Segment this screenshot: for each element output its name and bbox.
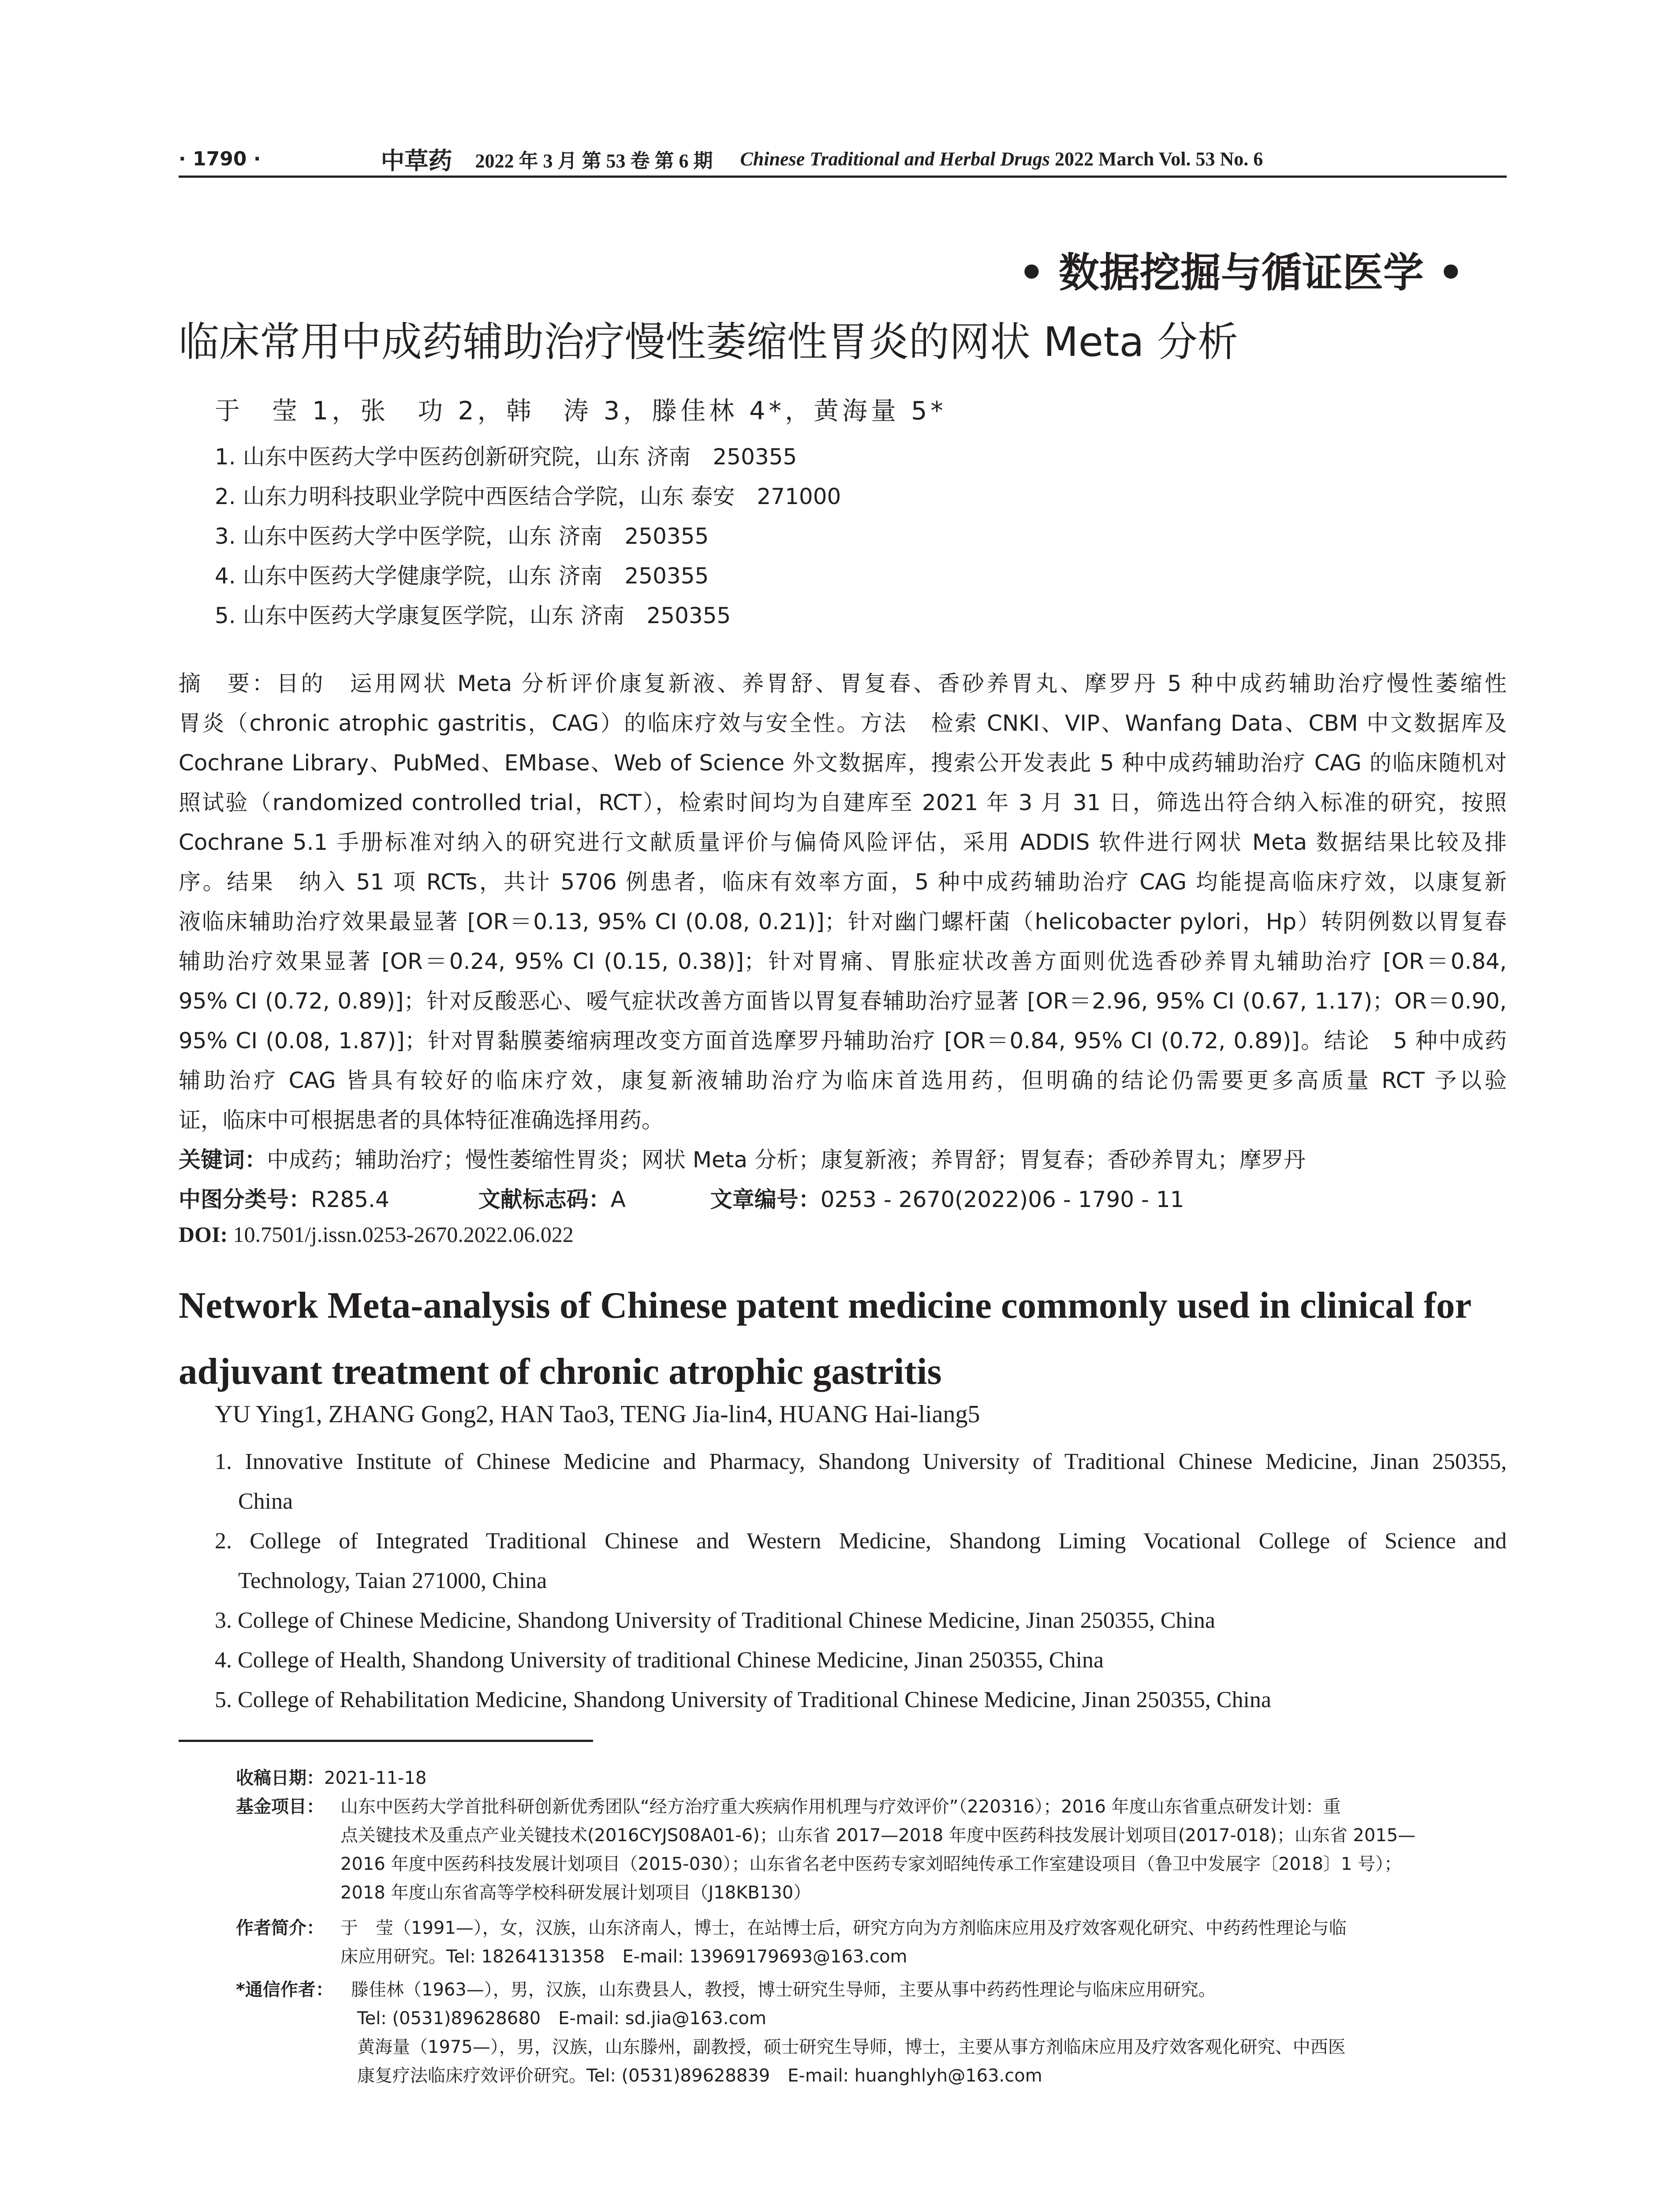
abstract-line: 液临床辅助治疗效果最显著 [OR＝0.13, 95% CI (0.08, 0.21)]；针对幽门螺杆菌（helicobacter pylori，Hp）转阴例数以胃复春 (179, 909, 1507, 934)
authors-cn: 于 莹 1，张 功 2，韩 涛 3，滕佳林 4*，黄海量 5* (215, 396, 947, 426)
affiliation-cn-1: 1. 山东中医药大学中医药创新研究院，山东 济南 250355 (215, 444, 797, 470)
authors-en: YU Ying1, ZHANG Gong2, HAN Tao3, TENG Jia-lin4, HUANG Hai-liang5 (215, 1401, 980, 1428)
doc-code-label: 文献标志码： (478, 1187, 611, 1212)
issue-en: 2022 March Vol. 53 No. 6 (1055, 148, 1263, 170)
affiliation-cn-3: 3. 山东中医药大学中医学院，山东 济南 250355 (215, 523, 709, 549)
article-no-label: 文章编号： (710, 1187, 821, 1212)
running-header (179, 142, 1263, 176)
abstract-line: Cochrane 5.1 手册标准对纳入的研究进行文献质量评价与偏倚风险评估，采用 ADDIS 软件进行网状 Meta 数据结果比较及排 (179, 830, 1507, 855)
corresponding-label: *通信作者： (236, 1980, 333, 2000)
abstract-line: 摘 要：目的 运用网状 Meta 分析评价康复新液、养胃舒、胃复春、香砂养胃丸、摩罗丹 5 种中成药辅助治疗慢性萎缩性 (179, 671, 1507, 696)
received-date: 收稿日期：2021-11-18 (236, 1768, 427, 1788)
header-rule (179, 176, 1507, 178)
affiliation-en-2-cont: Technology, Taian 271000, China (238, 1568, 547, 1593)
classification (179, 1182, 1184, 1214)
class-value: R285.4 (311, 1187, 389, 1212)
journal-name-cn: 中草药 (381, 148, 452, 174)
issue-cn: 2022 年 3 月 第 53 卷 第 6 期 (475, 150, 713, 172)
corresponding-line: 康复疗法临床疗效评价研究。Tel: (0531)89628839 E-mail: huanghlyh@163.com (357, 2066, 1042, 2086)
column-heading: • 数据挖掘与循证医学 • (1019, 249, 1464, 296)
abstract-line: Cochrane Library、PubMed、EMbase、Web of Science 外文数据库，搜索公开发表此 5 种中成药辅助治疗 CAG 的临床随机对 (179, 750, 1507, 776)
corresponding-line: 滕佳林（1963—），男，汉族，山东费县人，教授，博士研究生导师，主要从事中药药性理论与临床应用研究。 (351, 1980, 1216, 2000)
doi (179, 1222, 574, 1247)
author-bio-line: 床应用研究。Tel: 18264131358 E-mail: 13969179693@163.com (340, 1947, 907, 1967)
keywords-label: 关键词： (179, 1147, 267, 1173)
affiliation-en-1-cont: China (238, 1489, 293, 1514)
keywords-text: 中成药；辅助治疗；慢性萎缩性胃炎；网状 Meta 分析；康复新液；养胃舒；胃复春；香砂养胃丸；摩罗丹 (267, 1147, 1306, 1173)
affiliation-en-3: 3. College of Chinese Medicine, Shandong University of Traditional Chinese Medicine, Jinan 250355, China (215, 1608, 1215, 1633)
fund-line: 2018 年度山东省高等学校科研发展计划项目（J18KB130） (340, 1883, 811, 1903)
corresponding-line: 黄海量（1975—），男，汉族，山东滕州，副教授，硕士研究生导师，博士，主要从事方剂临床应用及疗效客观化研究、中西医 (357, 2037, 1346, 2057)
abstract-line: 证，临床中可根据患者的具体特征准确选择用药。 (179, 1107, 664, 1133)
doi-label: DOI: (179, 1222, 228, 1247)
abstract-line: 95% CI (0.72, 0.89)]；针对反酸恶心、嗳气症状改善方面皆以胃复春辅助治疗显著 [OR＝2.96, 95% CI (0.67, 1.17)；OR＝0.90, (179, 988, 1507, 1014)
fund-label: 基金项目： (236, 1797, 324, 1817)
abstract-line: 辅助治疗效果显著 [OR＝0.24, 95% CI (0.15, 0.38)]；针对胃痛、胃胀症状改善方面则优选香砂养胃丸辅助治疗 [OR＝0.84, (179, 949, 1507, 974)
abstract-line: 序。结果 纳入 51 项 RCTs，共计 5706 例患者，临床有效率方面，5 种中成药辅助治疗 CAG 均能提高临床疗效，以康复新 (179, 869, 1507, 895)
affiliation-cn-5: 5. 山东中医药大学康复医学院，山东 济南 250355 (215, 603, 731, 628)
journal-name-en: Chinese Traditional and Herbal Drugs (740, 148, 1050, 170)
abstract-line: 辅助治疗 CAG 皆具有较好的临床疗效，康复新液辅助治疗为临床首选用药，但明确的结论仍需要更多高质量 RCT 予以验 (179, 1068, 1507, 1093)
affiliation-cn-2: 2. 山东力明科技职业学院中西医结合学院，山东 泰安 271000 (215, 484, 841, 509)
footnote-rule (179, 1740, 593, 1742)
author-bio-label: 作者简介： (236, 1918, 324, 1938)
article-no-value: 0253 - 2670(2022)06 - 1790 - 11 (820, 1187, 1184, 1212)
doi-value: 10.7501/j.issn.0253-2670.2022.06.022 (233, 1222, 574, 1247)
fund-line: 点关键技术及重点产业关键技术(2016CYJS08A01-6)；山东省 2017—2018 年度中医药科技发展计划项目(2017-018)；山东省 2015— (340, 1825, 1416, 1846)
corresponding-line: Tel: (0531)89628680 E-mail: sd.jia@163.com (357, 2008, 766, 2029)
class-label: 中图分类号： (179, 1187, 311, 1212)
abstract-line: 胃炎（chronic atrophic gastritis，CAG）的临床疗效与安全性。方法 检索 CNKI、VIP、Wanfang Data、CBM 中文数据库及 (179, 710, 1507, 736)
page-number: · 1790 · (179, 148, 261, 170)
abstract-line: 95% CI (0.08, 1.87)]；针对胃黏膜萎缩病理改变方面首选摩罗丹辅助治疗 [OR＝0.84, 95% CI (0.72, 0.89)]。结论 5 种中成药 (179, 1028, 1507, 1054)
affiliation-en-4: 4. College of Health, Shandong University of traditional Chinese Medicine, Jinan 250355, China (215, 1648, 1104, 1673)
doc-code-value: A (610, 1187, 626, 1212)
affiliation-cn-4: 4. 山东中医药大学健康学院，山东 济南 250355 (215, 563, 709, 589)
title-cn: 临床常用中成药辅助治疗慢性萎缩性胃炎的网状 Meta 分析 (179, 318, 1238, 366)
abstract-line: 照试验（randomized controlled trial，RCT），检索时间均为自建库至 2021 年 3 月 31 日，筛选出符合纳入标准的研究，按照 (179, 790, 1507, 815)
title-en: Network Meta-analysis of Chinese patent medicine commonly used in clinical for adjuvant treatment of chronic atrophic gastritis (179, 1285, 1471, 1392)
affiliation-en-1: 1. Innovative Institute of Chinese Medicine and Pharmacy, Shandong University of Traditional Chinese Medicine, Jinan 250355, (215, 1449, 1507, 1474)
affiliation-en-2: 2. College of Integrated Traditional Chinese and Western Medicine, Shandong Liming Vocational College of Science and (215, 1529, 1507, 1554)
fund-line: 2016 年度中医药科技发展计划项目（2015-030）；山东省名老中医药专家刘昭纯传承工作室建设项目（鲁卫中发展字〔2018〕1 号）； (340, 1854, 1402, 1874)
keywords (179, 1142, 1306, 1174)
fund-line: 山东中医药大学首批科研创新优秀团队“经方治疗重大疾病作用机理与疗效评价”（220316）；2016 年度山东省重点研发计划：重 (340, 1797, 1341, 1817)
affiliation-en-5: 5. College of Rehabilitation Medicine, Shandong University of Traditional Chinese Medicine, Jinan 250355, China (215, 1687, 1272, 1712)
author-bio-line: 于 莹（1991—），女，汉族，山东济南人，博士，在站博士后，研究方向为方剂临床应用及疗效客观化研究、中药药性理论与临 (340, 1918, 1347, 1938)
